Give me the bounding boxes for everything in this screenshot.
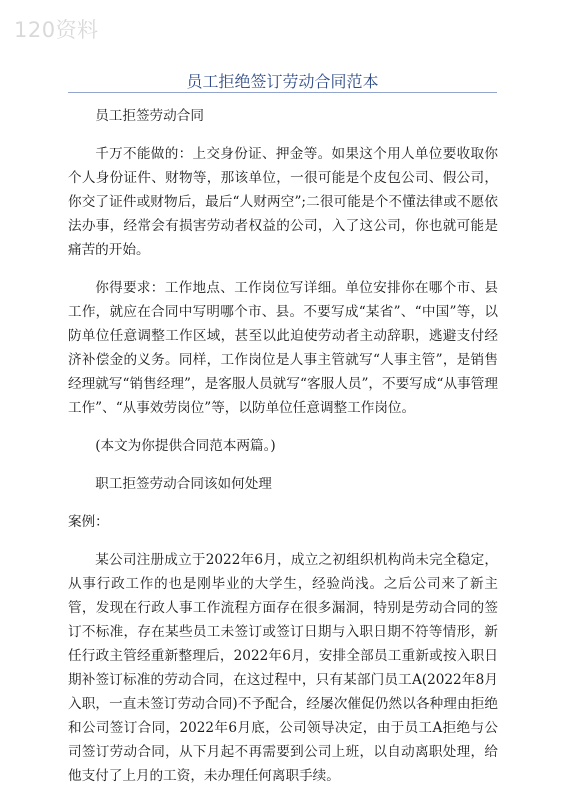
- paragraph-case-label: 案例：: [68, 514, 109, 530]
- paragraph-require: 你得要求：工作地点、工作岗位写详细。单位安排你在哪个市、县工作，就应在合同中写明哪个市、县。不要写成“某省”、“中国”等，以防单位任意调整工作区域，甚至以此迫使劳动者主动辞职，逃避支付经济补偿金的义务。同样，工作岗位是人事主管就写“人事主管”，是销售经理就写“销售经理”，是客服人员就写“客服人员”，不要写成“从事管理工作”、“从事效劳岗位”等，以防单位任意调整工作岗位。: [68, 280, 498, 416]
- title-divider: [68, 92, 497, 93]
- paragraph-note: (本文为你提供合同范本两篇。): [95, 438, 276, 454]
- watermark: 120资料: [14, 18, 99, 42]
- paragraph-heading: 职工拒签劳动合同该如何处理: [95, 476, 272, 492]
- paragraph-dont: 千万不能做的：上交身份证、押金等。如果这个用人单位要收取你个人身份证件、财物等，那该单位，一很可能是个皮包公司、假公司，你交了证件或财物后，最后“人财两空”;二很可能是个不懂法律或不愿依法办事，经常会有损害劳动者权益的公司，入了这公司，你也就可能是痛苦的开始。: [68, 146, 498, 258]
- paragraph-subtitle: 员工拒签劳动合同: [95, 108, 204, 124]
- paragraph-case: 某公司注册成立于2022年6月，成立之初组织机构尚未完全稳定，从事行政工作的也是刚毕业的大学生，经验尚浅。之后公司来了新主管，发现在行政人事工作流程方面存在很多漏洞，特别是劳动合同的签订不标准，存在某些员工未签订或签订日期与入职日期不符等情形，新任行政主管经重新整理后，2022年6月，安排全部员工重新或按入职日期补签订标准的劳动合同，在这过程中，只有某部门员工A(2022年8月入职，一直未签订劳动合同)不予配合，经屡次催促仍然以各种理由拒绝和公司签订合同，2022年6月底，公司领导决定，由于员工A拒绝与公司签订劳动合同，从下月起不再需要到公司上班，以自动离职处理，给他支付了上月的工资，未办理任何离职手续。: [68, 552, 498, 784]
- document-title: 员工拒绝签订劳动合同范本: [186, 72, 379, 91]
- document-body: [68, 104, 498, 802]
